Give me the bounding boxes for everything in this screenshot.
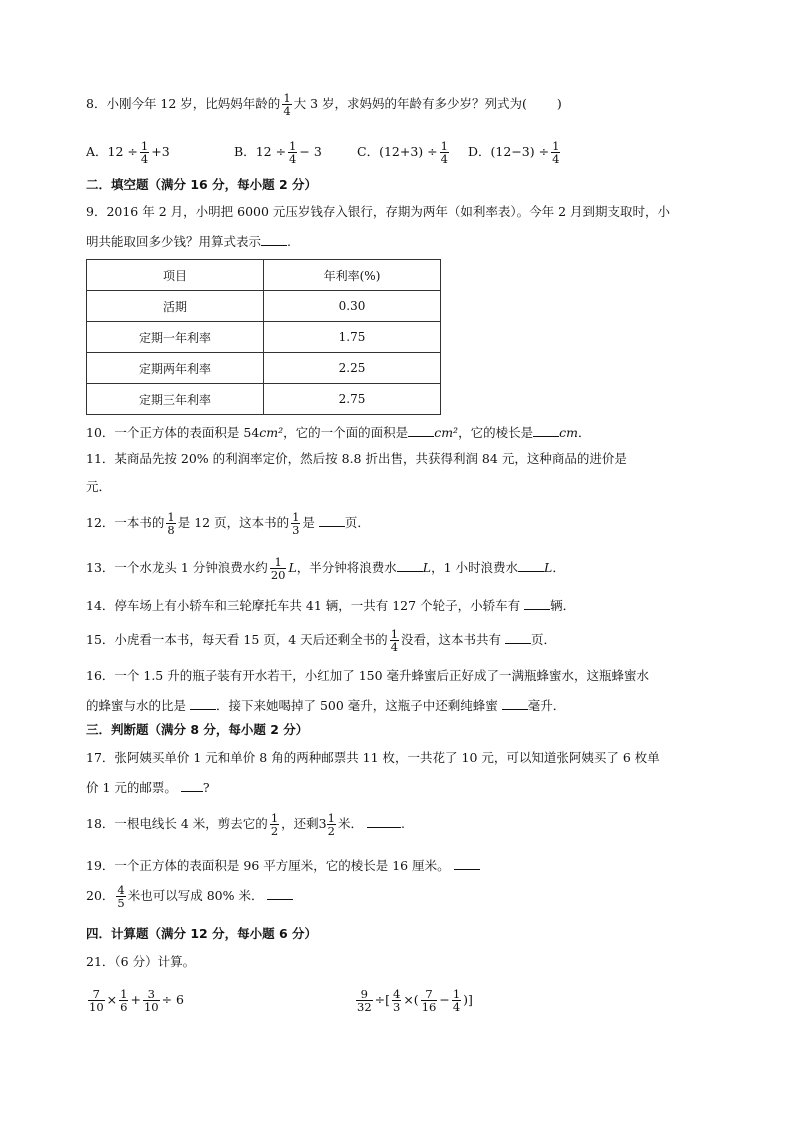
section-heading-judgement: 三．判断题（满分 8 分，每小题 2 分） — [86, 722, 309, 737]
mixed-number: 3 — [318, 816, 327, 832]
table-row — [87, 353, 441, 384]
answer-blank — [261, 234, 287, 246]
table-header-row — [87, 260, 441, 291]
answer-blank — [367, 816, 401, 828]
question-9-line1: 9．2016 年 2 月，小明把 6000 元压岁钱存入银行，存期为两年（如利率表）。今年 2 月到期支取时，小 — [86, 204, 671, 219]
question-9-line2: 明共能取回多少钱？用算式表示 . — [86, 234, 291, 249]
option-a: A．12 ÷ $\frac{1}{4}$ +3 — [86, 139, 170, 167]
question-15: 15．小虎看一本书，每天看 15 页，4 天后还剩全书的 $\frac{1}{4}$ 没看，这本书共有 页． — [86, 627, 557, 655]
question-18: 18．一根电线长 4 米，剪去它的 $\frac{1}{2}$ ，还剩3 $\frac{1}{2}$ 米． . — [86, 811, 405, 839]
table-row — [87, 384, 441, 415]
expression-2: $\frac{9}{32}$ ÷[ $\frac{4}{3}$ ×( $\frac{7}{16}$ − $\frac{1}{4}$ )] — [357, 987, 473, 1015]
table-row — [87, 322, 441, 353]
answer-blank — [190, 698, 216, 710]
table-cell: 0.30 — [264, 291, 441, 322]
question-8: 8．小刚今年 12 岁，比妈妈年龄的 $\frac{1}{4}$ 大 3 岁，求妈妈的年龄有多少岁？列式为( ) — [86, 91, 562, 119]
question-13: 13．一个水龙头 1 分钟浪费水约 $\frac{1}{20}$ L，半分钟将浪费水 L，1 小时浪费水 L． — [86, 555, 565, 583]
question-11-line2: 元． — [86, 479, 112, 494]
question-19: 19．一个正方体的表面积是 96 平方厘米，它的棱长是 16 厘米。 — [86, 858, 480, 873]
answer-blank — [319, 515, 345, 527]
question-17-line2: 价 1 元的邮票。 ? — [86, 780, 210, 795]
table-cell: 定期两年利率 — [87, 353, 264, 384]
question-21-title: 21．（6 分）计算。 — [86, 954, 196, 969]
option-c: C．(12+3) ÷ $\frac{1}{4}$ — [357, 139, 448, 167]
table-cell: 2.75 — [264, 384, 441, 415]
table-cell: 2.25 — [264, 353, 441, 384]
fraction: $\frac{1}{4}$ — [283, 91, 291, 119]
answer-blank — [397, 560, 423, 572]
table-header: 年利率(%) — [264, 260, 441, 291]
interest-rate-table — [86, 259, 441, 415]
section-heading-fill-in: 二．填空题（满分 16 分，每小题 2 分） — [86, 177, 318, 192]
table-row — [87, 291, 441, 322]
answer-blank — [267, 888, 293, 900]
option-d: D．(12−3) ÷ $\frac{1}{4}$ — [468, 139, 560, 167]
answer-blank — [454, 858, 480, 870]
answer-blank — [181, 780, 203, 792]
table-header: 项目 — [87, 260, 264, 291]
q8-text-pre: 8．小刚今年 12 岁，比妈妈年龄的 — [86, 96, 281, 112]
question-12: 12．一本书的 $\frac{1}{8}$ 是 12 页，这本书的 $\frac{1}{3}$ 是 页． — [86, 510, 370, 538]
question-14: 14．停车场上有小轿车和三轮摩托车共 41 辆，一共有 127 个轮子，小轿车有 辆． — [86, 598, 576, 613]
answer-blank — [408, 425, 434, 437]
option-b: B．12 ÷ $\frac{1}{4}$ − 3 — [234, 139, 322, 167]
question-16-line1: 16．一个 1.5 升的瓶子装有开水若干，小红加了 150 毫升蜂蜜后正好成了一满瓶蜂蜜水，这瓶蜂蜜水 — [86, 668, 650, 683]
table-cell: 定期三年利率 — [87, 384, 264, 415]
expression-1: $\frac{7}{10}$ × $\frac{1}{6}$ + $\frac{3}{10}$ ÷ 6 — [89, 987, 184, 1015]
answer-blank — [502, 698, 528, 710]
question-20: 20． $\frac{4}{5}$ 米也可以写成 80% 米． — [86, 884, 293, 909]
answer-blank — [524, 598, 550, 610]
question-10: 10．一个正方体的表面积是 54cm²，它的一个面的面积是 cm²，它的棱长是 cm． — [86, 425, 591, 440]
table-cell: 定期一年利率 — [87, 322, 264, 353]
question-17-line1: 17．张阿姨买单价 1 元和单价 8 角的两种邮票共 11 枚，一共花了 10 元，可以知道张阿姨买了 6 枚单 — [86, 750, 660, 765]
answer-blank — [505, 632, 531, 644]
table-cell: 活期 — [87, 291, 264, 322]
table-cell: 1.75 — [264, 322, 441, 353]
answer-blank — [533, 425, 559, 437]
section-heading-calculation: 四．计算题（满分 12 分，每小题 6 分） — [86, 926, 318, 941]
q8-text-post: 大 3 岁，求妈妈的年龄有多少岁？列式为( — [293, 96, 527, 112]
question-11-line1: 11．某商品先按 20% 的利润率定价，然后按 8.8 折出售，共获得利润 84 元，这种商品的进价是 — [86, 451, 627, 466]
question-16-line2: 的蜂蜜与水的比是 ．接下来她喝掉了 500 毫升，这瓶子中还剩纯蜂蜜 毫升． — [86, 698, 566, 713]
answer-blank — [518, 560, 544, 572]
